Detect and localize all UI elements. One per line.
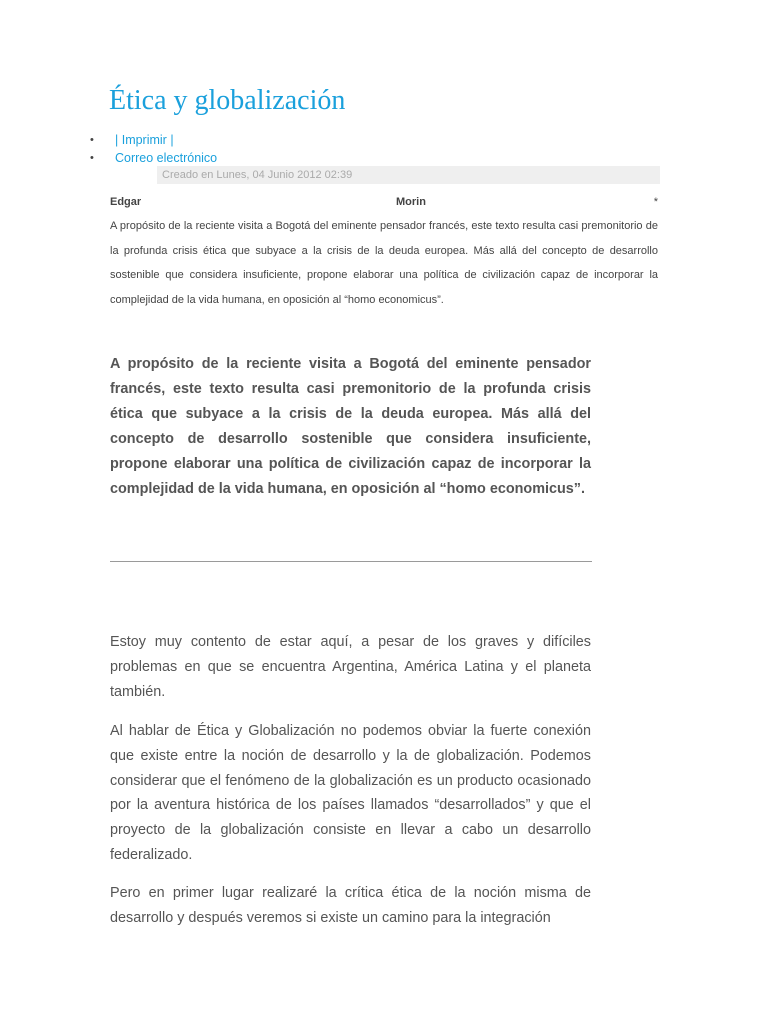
author-line: [110, 193, 658, 211]
bullet-icon: •: [90, 134, 94, 146]
author-last-name: Morin: [396, 196, 426, 208]
email-link[interactable]: Correo electrónico: [115, 151, 218, 165]
abstract-summary: A propósito de la reciente visita a Bogotá del eminente pensador francés, este texto resulta casi premonitorio de la profunda crisis ética que subyace a la crisis de la deuda europea. Más allá del concepto de desarrollo sostenible que considera insuficiente, propone elaborar una política de civilización capaz de incorporar la complejidad de la vida humana, en oposición al “homo economicus”.: [110, 220, 658, 307]
article-title: Ética y globalización: [109, 85, 346, 116]
body-paragraph: Estoy muy contento de estar aquí, a pesar de los graves y difíciles problemas en que se encuentra Argentina, América Latina y el planeta también.: [110, 634, 591, 700]
author-footnote-marker: *: [653, 196, 658, 208]
email-item: [90, 149, 217, 167]
bullet-icon: •: [90, 152, 94, 164]
print-link[interactable]: | Imprimir |: [115, 133, 174, 147]
author-first-name: Edgar: [110, 196, 142, 208]
body-paragraph: Al hablar de Ética y Globalización no podemos obviar la fuerte conexión que existe entre la noción de desarrollo y la de globalización. Podemos considerar que el fenómeno de la globalización es un producto ocasionado por la aventura histórica de los países llamados “desarrollados” y que el proyecto de la globalización consiste en llevar a cabo un desarrollo federalizado.: [110, 723, 591, 863]
article-actions: [90, 131, 217, 167]
created-date-bar: [157, 166, 660, 184]
divider: [110, 561, 592, 562]
body-paragraph: Pero en primer lugar realizaré la crítica ética de la noción misma de desarrollo y después veremos si existe un camino para la integración: [110, 885, 591, 926]
print-item: [90, 131, 217, 149]
abstract-lead: A propósito de la reciente visita a Bogotá del eminente pensador francés, este texto resulta casi premonitorio de la profunda crisis ética que subyace a la crisis de la deuda europea. Más allá del concepto de desarrollo sostenible que considera insuficiente, propone elaborar una política de civilización capaz de incorporar la complejidad de la vida humana, en oposición al “homo economicus”.: [110, 356, 591, 497]
created-date: Creado en Lunes, 04 Junio 2012 02:39: [162, 169, 353, 181]
